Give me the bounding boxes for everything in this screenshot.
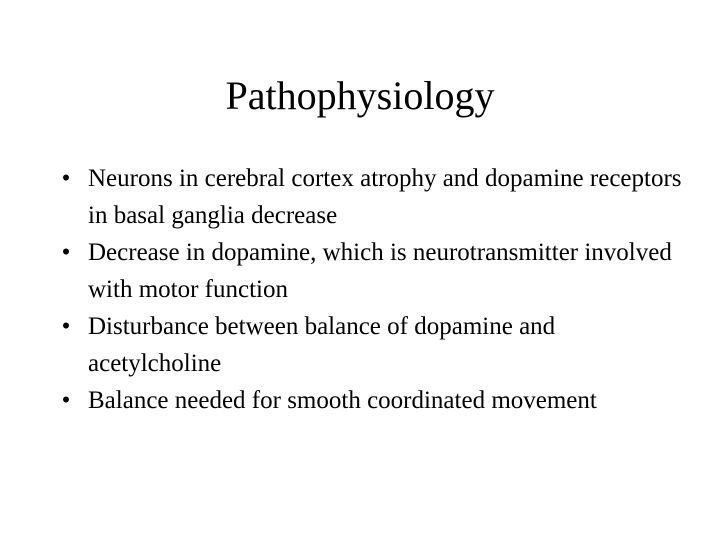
bullet-list (54, 160, 694, 419)
bullet-icon: • (61, 165, 71, 192)
bullet-text: Neurons in cerebral cortex atrophy and dopamine receptors in basal ganglia decrease (88, 165, 682, 229)
bullet-icon: • (61, 313, 71, 340)
bullet-text: Disturbance between balance of dopamine and acetylcholine (88, 313, 556, 377)
bullet-icon: • (61, 387, 71, 414)
bullet-item (54, 382, 694, 419)
slide-title: Pathophysiology (225, 73, 495, 118)
bullet-text: Decrease in dopamine, which is neurotransmitter involved with motor function (88, 239, 672, 303)
bullet-text: Balance needed for smooth coordinated movement (88, 387, 597, 414)
bullet-item (54, 234, 694, 308)
bullet-icon: • (61, 239, 71, 266)
bullet-item (54, 160, 694, 234)
bullet-item (54, 308, 694, 382)
